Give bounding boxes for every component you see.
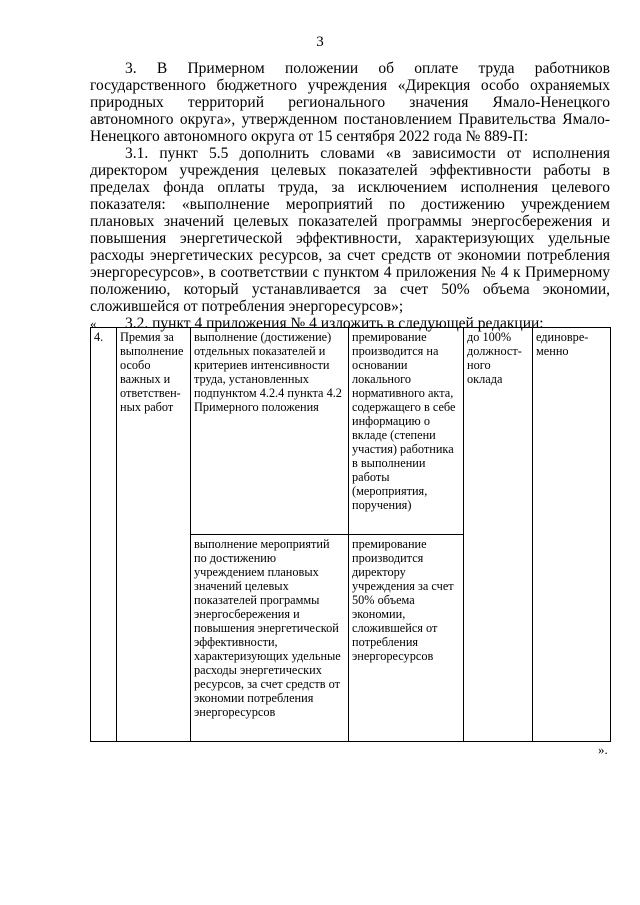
paragraph-item-3: 3. В Примерном положении об оплате труда работников государственного бюджетного учреждения «Дирекция особо охраняемых природных территорий регионального значения Ямало-Ненецкого автономного округа», утвержденном постановлением Правительства Ямало-Ненецкого автономного округа от 15 сентября 2022 года № 889-П:: [90, 60, 610, 145]
criteria-cell: выполнение (достижение) отдельных показателей и критериев интенсивности труда, установленных подпунктом 4.2.4 пункта 4.2 Примерного положения: [191, 328, 349, 535]
conditions-cell: премирование производится директору учреждения за счет 50% объема экономии, сложившейся от потребления энергоресурсов: [349, 535, 464, 742]
amount-cell: до 100% должност-ного оклада: [464, 328, 533, 742]
row-number-cell: 4.: [91, 328, 117, 742]
closing-quote: ».: [598, 742, 608, 757]
frequency-cell: единовре-менно: [533, 328, 611, 742]
opening-quote: «: [90, 316, 97, 331]
paragraph-item-3-2: 3.2. пункт 4 приложения № 4 изложить в следующей редакции:: [125, 315, 544, 332]
table-row: [91, 328, 611, 535]
page-number: 3: [316, 34, 324, 50]
criteria-cell: выполнение мероприятий по достижению учреждением плановых значений целевых показателей программы энергосбережения и повышения энергетической эффективности, характеризующих удельные расходы энергетических ресурсов, за счет средств от экономии потребления энергоресурсов: [191, 535, 349, 742]
payment-type-cell: Премия за выполнение особо важных и ответствен-ных работ: [117, 328, 191, 742]
document-body: [90, 60, 610, 332]
paragraph-item-3-1: 3.1. пункт 5.5 дополнить словами «в зависимости от исполнения директором учреждения целевых показателей эффективности работы в пределах фонда оплаты труда, за исключением исполнения целевого показателя: «выполнение мероприятий по достижению учреждением плановых значений целевых показателей программы энергосбережения и повышения энергетической эффективности, характеризующих удельные расходы энергетических ресурсов, за счет средств от экономии потребления энергоресурсов», в соответствии с пунктом 4 приложения № 4 к Примерному положению, который устанавливается за счет 50% объема экономии, сложившейся от потребления энергоресурсов»;: [90, 145, 610, 315]
conditions-cell: премирование производится на основании локального нормативного акта, содержащего в себе информацию о вкладе (степени участия) работника в выполнении работы (мероприятия, поручения): [349, 328, 464, 535]
appendix-table: [90, 327, 611, 742]
